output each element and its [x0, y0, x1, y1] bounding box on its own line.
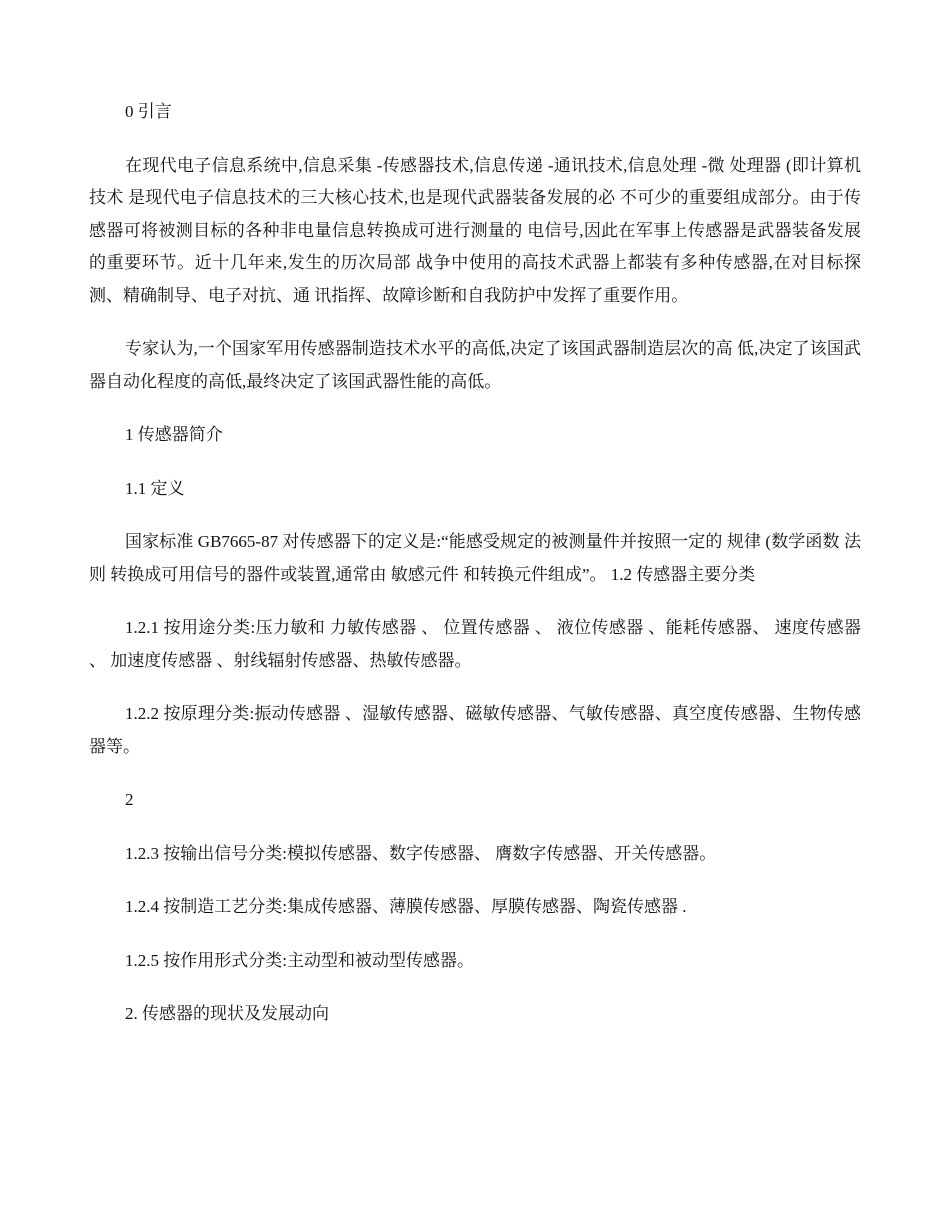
paragraph-expert-opinion: 专家认为,一个国家军用传感器制造技术水平的高低,决定了该国武器制造层次的高 低,决定了该国武器自动化程度的高低,最终决定了该国武器性能的高低。 [89, 339, 861, 391]
subsection-heading-definition: 1.1 定义 [125, 478, 185, 498]
paragraph-classification-by-use: 1.2.1 按用途分类:压力敏和 力敏传感器 、 位置传感器 、 液位传感器 、能耗传感器、 速度传感器 、 加速度传感器 、射线辐射传感器、热敏传感器。 [89, 618, 861, 670]
paragraph-classification-by-process: 1.2.4 按制造工艺分类:集成传感器、薄膜传感器、厚膜传感器、陶瓷传感器 . [125, 897, 687, 916]
section-heading-status-and-trends: 2. 传感器的现状及发展动向 [125, 1004, 329, 1023]
section-heading-introduction: 0 引言 [125, 102, 172, 121]
document-body [89, 96, 861, 1052]
page-number: 2 [125, 790, 134, 809]
section-heading-sensor-intro: 1 传感器简介 [125, 425, 223, 444]
paragraph-intro: 在现代电子信息系统中,信息采集 -传感器技术,信息传递 -通讯技术,信息处理 -微 处理器 (即计算机技术 是现代电子信息技术的三大核心技术,也是现代武器装备发展的必 不可少的重要组成部分。由于传感器可将被测目标的各种非电量信息转换成可进行测量的 电信号,因此在军事上传感器是武器装备发展的重要环节。近十几年来,发生的历次局部 战争中使用的高技术武器上都装有多种传感器,在对目标探测、精确制导、电子对抗、通 讯指挥、故障诊断和自我防护中发挥了重要作用。 [89, 155, 861, 305]
paragraph-classification-by-output: 1.2.3 按输出信号分类:模拟传感器、数字传感器、 膺数字传感器、开关传感器。 [125, 843, 717, 863]
paragraph-classification-by-principle: 1.2.2 按原理分类:振动传感器 、湿敏传感器、磁敏传感器、气敏传感器、真空度传感器、生物传感器等。 [89, 704, 861, 756]
paragraph-definition: 国家标准 GB7665-87 对传感器下的定义是:“能感受规定的被测量件并按照一定的 规律 (数学函数 法则 转换成可用信号的器件或装置,通常由 敏感元件 和转换元件组成”。 1.2 传感器主要分类 [89, 532, 861, 584]
paragraph-classification-by-form: 1.2.5 按作用形式分类:主动型和被动型传感器。 [125, 950, 474, 970]
